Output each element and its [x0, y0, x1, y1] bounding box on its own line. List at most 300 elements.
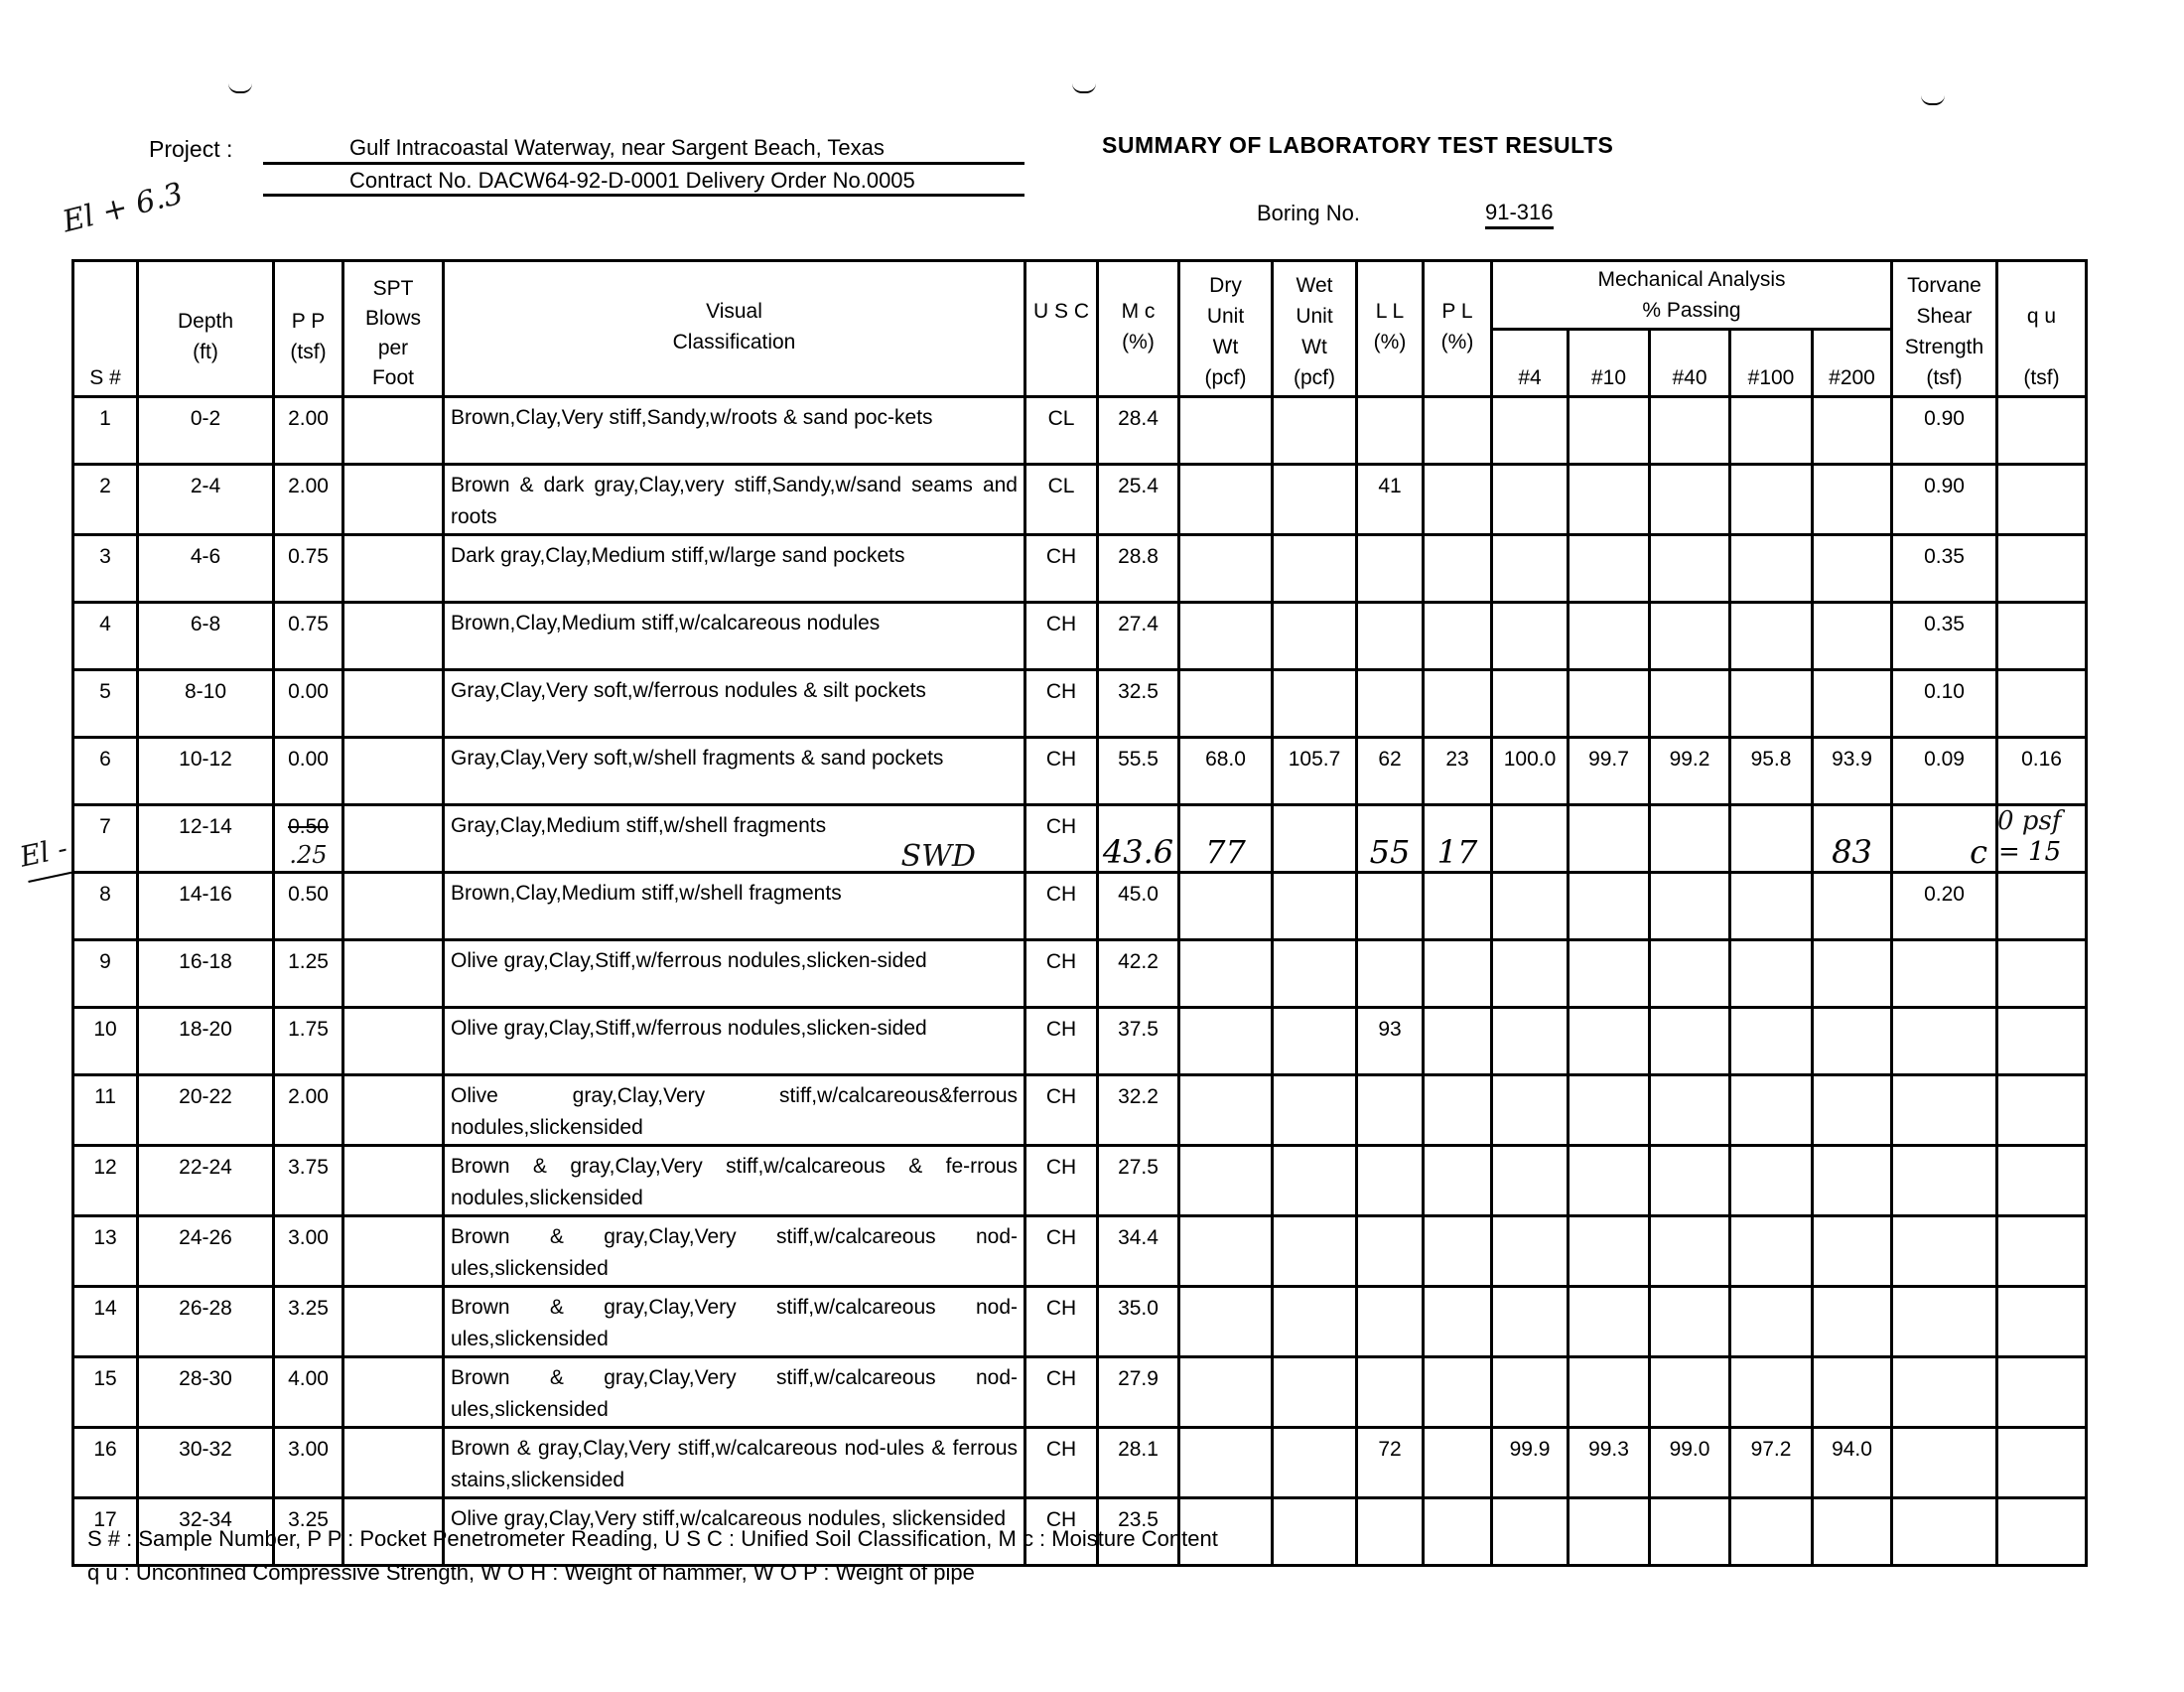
- moisture-content-cell: 27.4: [1098, 603, 1179, 670]
- passing-10-cell: [1569, 940, 1650, 1008]
- sample-number-cell: 13: [73, 1216, 138, 1287]
- classification-text: Brown,Clay,Medium stiff,w/calcareous nodules: [451, 612, 881, 634]
- liquid-limit-cell: 93: [1357, 1008, 1424, 1075]
- dry-unit-weight-cell: [1179, 535, 1273, 603]
- header-usc: U S C: [1025, 261, 1098, 397]
- spt-blows-cell: [343, 873, 444, 940]
- header-pl: P L (%): [1424, 261, 1492, 397]
- moisture-content-cell: 42.2: [1098, 940, 1179, 1008]
- pocket-penetrometer-cell: 3.75: [274, 1146, 343, 1216]
- table-row: [73, 738, 2087, 805]
- header-sample: S #: [73, 261, 138, 397]
- moisture-content-cell: 23.5: [1098, 1498, 1179, 1566]
- liquid-limit-cell: 41: [1357, 465, 1424, 535]
- passing-40-cell: 99.0: [1650, 1428, 1730, 1498]
- passing-200-cell: [1813, 397, 1892, 465]
- dry-unit-weight-cell: [1179, 873, 1273, 940]
- passing-100-cell: [1730, 1008, 1813, 1075]
- torvane-shear-cell: 0.10: [1892, 670, 1997, 738]
- unconfined-compressive-cell: [1997, 1287, 2087, 1357]
- passing-100-cell: [1730, 465, 1813, 535]
- wet-unit-weight-cell: [1273, 465, 1357, 535]
- pocket-penetrometer-cell: 0.50: [274, 873, 343, 940]
- passing-4-cell: [1492, 465, 1569, 535]
- header-wet-unit-wt: Wet Unit Wt (pcf): [1273, 261, 1357, 397]
- plastic-limit-cell: [1424, 1146, 1492, 1216]
- passing-100-cell: [1730, 1216, 1813, 1287]
- wet-unit-weight-cell: 105.7: [1273, 738, 1357, 805]
- spt-blows-cell: [343, 1075, 444, 1146]
- visual-classification-cell: [444, 1075, 1025, 1146]
- boring-number: 91-316: [1485, 200, 1554, 229]
- sample-number-cell: 1: [73, 397, 138, 465]
- usc-cell: CH: [1025, 1146, 1098, 1216]
- depth-cell: 20-22: [138, 1075, 274, 1146]
- passing-40-cell: [1650, 535, 1730, 603]
- plastic-limit-cell: [1424, 873, 1492, 940]
- plastic-limit-cell: [1424, 603, 1492, 670]
- unconfined-compressive-cell: [1997, 940, 2087, 1008]
- classification-text: Brown,Clay,Medium stiff,w/shell fragments: [451, 882, 842, 905]
- dry-unit-weight-cell: [1179, 1216, 1273, 1287]
- torvane-shear-cell: 0.90: [1892, 465, 1997, 535]
- passing-100-cell: 95.8: [1730, 738, 1813, 805]
- liquid-limit-cell: [1357, 1075, 1424, 1146]
- contract-underline: [263, 194, 1024, 197]
- margin-note-stroke: [28, 871, 74, 883]
- depth-cell: 28-30: [138, 1357, 274, 1428]
- dry-unit-weight-cell: [1179, 603, 1273, 670]
- wet-unit-weight-cell: [1273, 1287, 1357, 1357]
- classification-text: Brown & gray,Clay,Very stiff,w/calcareous nod-ules,slickensided: [451, 1366, 1018, 1421]
- sample-number-cell: 5: [73, 670, 138, 738]
- moisture-content-cell: 27.5: [1098, 1146, 1179, 1216]
- plastic-limit-cell: [1424, 670, 1492, 738]
- torvane-shear-cell: [1892, 1146, 1997, 1216]
- dry-unit-weight-cell: [1179, 670, 1273, 738]
- torvane-shear-cell: 0.35: [1892, 535, 1997, 603]
- passing-200-cell: 93.9: [1813, 738, 1892, 805]
- header-torvane: Torvane Shear Strength (tsf): [1892, 261, 1997, 397]
- torvane-shear-cell: [1892, 1287, 1997, 1357]
- liquid-limit-cell: [1357, 535, 1424, 603]
- pocket-penetrometer-cell: 2.00: [274, 465, 343, 535]
- visual-classification-cell: [444, 1216, 1025, 1287]
- usc-cell: CH: [1025, 805, 1098, 873]
- usc-cell: CH: [1025, 738, 1098, 805]
- passing-10-cell: [1569, 1357, 1650, 1428]
- pocket-penetrometer-cell: 3.00: [274, 1428, 343, 1498]
- passing-4-cell: 99.9: [1492, 1428, 1569, 1498]
- project-underline: [263, 162, 1024, 165]
- pocket-penetrometer-cell: 3.00: [274, 1216, 343, 1287]
- passing-40-cell: [1650, 1216, 1730, 1287]
- classification-text: Gray,Clay,Medium stiff,w/shell fragments: [451, 814, 827, 837]
- classification-text: Brown,Clay,Very stiff,Sandy,w/roots & sand poc-kets: [451, 406, 933, 429]
- passing-40-cell: [1650, 465, 1730, 535]
- plastic-limit-cell: [1424, 1498, 1492, 1566]
- unconfined-compressive-cell: [1997, 603, 2087, 670]
- depth-cell: 18-20: [138, 1008, 274, 1075]
- passing-10-cell: [1569, 603, 1650, 670]
- passing-200-cell: [1813, 1008, 1892, 1075]
- depth-cell: 14-16: [138, 873, 274, 940]
- plastic-limit-cell: [1424, 940, 1492, 1008]
- sample-number-cell: 7: [73, 805, 138, 873]
- passing-100-cell: [1730, 397, 1813, 465]
- header-sieve-200: #200: [1813, 330, 1892, 397]
- pocket-penetrometer-cell: 0.00: [274, 738, 343, 805]
- pocket-penetrometer-cell: 3.25: [274, 1498, 343, 1566]
- sample-number-cell: 14: [73, 1287, 138, 1357]
- passing-200-cell: [1813, 940, 1892, 1008]
- depth-cell: 24-26: [138, 1216, 274, 1287]
- passing-200-cell: [1813, 1075, 1892, 1146]
- legend-line-1: S # : Sample Number, P P : Pocket Penetrometer Reading, U S C : Unified Soil Classification, M c : Moisture Content: [87, 1526, 1218, 1551]
- sample-number-cell: 3: [73, 535, 138, 603]
- visual-classification-cell: [444, 873, 1025, 940]
- usc-cell: CH: [1025, 670, 1098, 738]
- depth-cell: 6-8: [138, 603, 274, 670]
- project-label: Project :: [149, 136, 233, 162]
- visual-classification-cell: [444, 940, 1025, 1008]
- depth-cell: 22-24: [138, 1146, 274, 1216]
- visual-classification-cell: [444, 805, 1025, 873]
- liquid-limit-cell: 62: [1357, 738, 1424, 805]
- moisture-content-cell: 55.5: [1098, 738, 1179, 805]
- torvane-shear-cell: [1892, 1216, 1997, 1287]
- liquid-limit-cell: [1357, 873, 1424, 940]
- depth-cell: 26-28: [138, 1287, 274, 1357]
- torvane-shear-cell: [1892, 1428, 1997, 1498]
- unconfined-compressive-cell: [1997, 1146, 2087, 1216]
- classification-text: Brown & gray,Clay,Very stiff,w/calcareous & fe-rrous nodules,slickensided: [451, 1155, 1018, 1209]
- header-sieve-4: #4: [1492, 330, 1569, 397]
- margin-note-elevation: El + 6.3: [59, 176, 187, 240]
- pocket-penetrometer-cell: 4.00: [274, 1357, 343, 1428]
- plastic-limit-cell: [1424, 1008, 1492, 1075]
- table-row: [73, 1146, 2087, 1216]
- moisture-content-cell: 45.0: [1098, 873, 1179, 940]
- liquid-limit-cell: 72: [1357, 1428, 1424, 1498]
- torvane-shear-cell: [1892, 940, 1997, 1008]
- header-sieve-40: #40: [1650, 330, 1730, 397]
- spt-blows-cell: [343, 1146, 444, 1216]
- spt-blows-cell: [343, 1008, 444, 1075]
- wet-unit-weight-cell: [1273, 1357, 1357, 1428]
- passing-10-cell: [1569, 465, 1650, 535]
- sample-number-cell: 17: [73, 1498, 138, 1566]
- punch-mark-left: [228, 83, 252, 93]
- usc-cell: CL: [1025, 465, 1098, 535]
- classification-text: Brown & gray,Clay,Very stiff,w/calcareous nod-ules,slickensided: [451, 1296, 1018, 1350]
- liquid-limit-cell: [1357, 940, 1424, 1008]
- table-row: [73, 940, 2087, 1008]
- spt-blows-cell: [343, 940, 444, 1008]
- usc-cell: CH: [1025, 1075, 1098, 1146]
- table-row: [73, 1287, 2087, 1357]
- passing-4-cell: [1492, 603, 1569, 670]
- passing-4-cell: 100.0: [1492, 738, 1569, 805]
- spt-blows-cell: [343, 465, 444, 535]
- torvane-shear-cell: 0.35: [1892, 603, 1997, 670]
- moisture-content-cell: 43.6: [1098, 805, 1179, 873]
- header-ll: L L (%): [1357, 261, 1424, 397]
- pocket-penetrometer-cell: 2.00: [274, 1075, 343, 1146]
- header-sieve-10: #10: [1569, 330, 1650, 397]
- torvane-shear-cell: [1892, 1075, 1997, 1146]
- usc-cell: CH: [1025, 940, 1098, 1008]
- passing-4-cell: [1492, 1008, 1569, 1075]
- visual-classification-cell: [444, 738, 1025, 805]
- classification-text: Dark gray,Clay,Medium stiff,w/large sand pockets: [451, 544, 905, 567]
- wet-unit-weight-cell: [1273, 535, 1357, 603]
- classification-text: Brown & gray,Clay,Very stiff,w/calcareous nod-ules,slickensided: [451, 1225, 1018, 1280]
- table-row: [73, 397, 2087, 465]
- table-row: [73, 1075, 2087, 1146]
- unconfined-compressive-cell: 0.16: [1997, 738, 2087, 805]
- passing-10-cell: [1569, 1287, 1650, 1357]
- spt-blows-cell: [343, 1216, 444, 1287]
- passing-4-cell: [1492, 535, 1569, 603]
- classification-text: Gray,Clay,Very soft,w/ferrous nodules & silt pockets: [451, 679, 926, 702]
- passing-100-cell: [1730, 1146, 1813, 1216]
- header-sieve-100: #100: [1730, 330, 1813, 397]
- passing-10-cell: [1569, 1216, 1650, 1287]
- table-row: [73, 805, 2087, 873]
- depth-cell: 16-18: [138, 940, 274, 1008]
- header-spt: SPT Blows per Foot: [343, 261, 444, 397]
- sample-number-cell: 2: [73, 465, 138, 535]
- sample-number-cell: 12: [73, 1146, 138, 1216]
- liquid-limit-cell: [1357, 1498, 1424, 1566]
- wet-unit-weight-cell: [1273, 397, 1357, 465]
- punch-mark-center: [1072, 83, 1096, 93]
- plastic-limit-cell: [1424, 1287, 1492, 1357]
- table-row: [73, 1216, 2087, 1287]
- moisture-content-cell: 32.5: [1098, 670, 1179, 738]
- passing-200-cell: 83: [1813, 805, 1892, 873]
- passing-200-cell: 94.0: [1813, 1428, 1892, 1498]
- passing-40-cell: 99.2: [1650, 738, 1730, 805]
- passing-4-cell: [1492, 1357, 1569, 1428]
- wet-unit-weight-cell: [1273, 1146, 1357, 1216]
- visual-classification-cell: [444, 1287, 1025, 1357]
- visual-classification-cell: [444, 1146, 1025, 1216]
- visual-classification-cell: [444, 397, 1025, 465]
- visual-classification-cell: [444, 535, 1025, 603]
- table-row: [73, 873, 2087, 940]
- passing-10-cell: [1569, 873, 1650, 940]
- classification-text: Olive gray,Clay,Stiff,w/ferrous nodules,slicken-sided: [451, 1017, 927, 1040]
- plastic-limit-cell: [1424, 1075, 1492, 1146]
- wet-unit-weight-cell: [1273, 603, 1357, 670]
- usc-cell: CH: [1025, 535, 1098, 603]
- passing-100-cell: [1730, 1357, 1813, 1428]
- handwritten-psf-note: 0 psf: [1997, 806, 2062, 836]
- moisture-content-cell: 35.0: [1098, 1287, 1179, 1357]
- table-row: [73, 1357, 2087, 1428]
- passing-100-cell: [1730, 603, 1813, 670]
- dry-unit-weight-cell: [1179, 397, 1273, 465]
- unconfined-compressive-cell: = 15: [1997, 805, 2087, 873]
- passing-200-cell: [1813, 670, 1892, 738]
- passing-4-cell: [1492, 1287, 1569, 1357]
- wet-unit-weight-cell: [1273, 1008, 1357, 1075]
- punch-mark-right: [1921, 95, 1945, 105]
- passing-200-cell: [1813, 1216, 1892, 1287]
- passing-200-cell: [1813, 1498, 1892, 1566]
- visual-classification-cell: [444, 670, 1025, 738]
- sample-number-cell: 10: [73, 1008, 138, 1075]
- depth-cell: 32-34: [138, 1498, 274, 1566]
- header-pp: P P (tsf): [274, 261, 343, 397]
- spt-blows-cell: [343, 1287, 444, 1357]
- header-depth: Depth (ft): [138, 261, 274, 397]
- passing-4-cell: [1492, 670, 1569, 738]
- unconfined-compressive-cell: [1997, 1357, 2087, 1428]
- passing-40-cell: [1650, 1287, 1730, 1357]
- sample-number-cell: 6: [73, 738, 138, 805]
- sample-number-cell: 15: [73, 1357, 138, 1428]
- passing-200-cell: [1813, 1287, 1892, 1357]
- unconfined-compressive-cell: [1997, 1075, 2087, 1146]
- visual-classification-cell: [444, 1008, 1025, 1075]
- moisture-content-cell: 25.4: [1098, 465, 1179, 535]
- plastic-limit-cell: [1424, 1428, 1492, 1498]
- sample-number-cell: 9: [73, 940, 138, 1008]
- spt-blows-cell: [343, 535, 444, 603]
- wet-unit-weight-cell: [1273, 940, 1357, 1008]
- passing-10-cell: [1569, 670, 1650, 738]
- dry-unit-weight-cell: [1179, 1075, 1273, 1146]
- passing-4-cell: [1492, 940, 1569, 1008]
- usc-cell: CH: [1025, 1498, 1098, 1566]
- passing-40-cell: [1650, 805, 1730, 873]
- header-mechanical-analysis: Mechanical Analysis % Passing: [1492, 261, 1892, 330]
- liquid-limit-cell: [1357, 1146, 1424, 1216]
- torvane-shear-cell: c: [1892, 805, 1997, 873]
- torvane-shear-cell: 0.90: [1892, 397, 1997, 465]
- visual-classification-cell: [444, 465, 1025, 535]
- wet-unit-weight-cell: [1273, 1075, 1357, 1146]
- classification-text: Gray,Clay,Very soft,w/shell fragments & sand pockets: [451, 747, 944, 770]
- pp-handwritten-value: .25: [289, 841, 328, 869]
- torvane-shear-cell: [1892, 1008, 1997, 1075]
- spt-blows-cell: [343, 1428, 444, 1498]
- moisture-content-cell: 27.9: [1098, 1357, 1179, 1428]
- plastic-limit-cell: [1424, 535, 1492, 603]
- pocket-penetrometer-cell: 0.75: [274, 603, 343, 670]
- passing-4-cell: [1492, 1146, 1569, 1216]
- spt-blows-cell: [343, 738, 444, 805]
- unconfined-compressive-cell: [1997, 670, 2087, 738]
- passing-10-cell: [1569, 1146, 1650, 1216]
- passing-40-cell: [1650, 940, 1730, 1008]
- sample-number-cell: 4: [73, 603, 138, 670]
- passing-200-cell: [1813, 465, 1892, 535]
- passing-40-cell: [1650, 397, 1730, 465]
- classification-text: Olive gray,Clay,Very stiff,w/calcareous nodules, slickensided: [451, 1507, 1007, 1530]
- usc-cell: CH: [1025, 1428, 1098, 1498]
- passing-10-cell: [1569, 535, 1650, 603]
- usc-cell: CH: [1025, 873, 1098, 940]
- dry-unit-weight-cell: [1179, 1287, 1273, 1357]
- pocket-penetrometer-cell: 1.75: [274, 1008, 343, 1075]
- table-row: [73, 1428, 2087, 1498]
- spt-blows-cell: [343, 397, 444, 465]
- table-row: [73, 670, 2087, 738]
- header-dry-unit-wt: Dry Unit Wt (pcf): [1179, 261, 1273, 397]
- passing-4-cell: [1492, 1498, 1569, 1566]
- pocket-penetrometer-cell: 0.75: [274, 535, 343, 603]
- torvane-shear-cell: [1892, 1357, 1997, 1428]
- usc-cell: CH: [1025, 1287, 1098, 1357]
- passing-40-cell: [1650, 1146, 1730, 1216]
- passing-4-cell: [1492, 1075, 1569, 1146]
- classification-text: Olive gray,Clay,Stiff,w/ferrous nodules,slicken-sided: [451, 949, 927, 972]
- passing-200-cell: [1813, 535, 1892, 603]
- depth-cell: 30-32: [138, 1428, 274, 1498]
- depth-cell: 10-12: [138, 738, 274, 805]
- torvane-shear-cell: [1892, 1498, 1997, 1566]
- unconfined-compressive-cell: [1997, 1498, 2087, 1566]
- torvane-shear-cell: 0.20: [1892, 873, 1997, 940]
- pocket-penetrometer-cell: [274, 805, 343, 873]
- passing-10-cell: [1569, 805, 1650, 873]
- wet-unit-weight-cell: [1273, 805, 1357, 873]
- spt-blows-cell: [343, 603, 444, 670]
- plastic-limit-cell: 17: [1424, 805, 1492, 873]
- pocket-penetrometer-cell: 2.00: [274, 397, 343, 465]
- plastic-limit-cell: [1424, 1357, 1492, 1428]
- table-body: [73, 397, 2087, 1566]
- moisture-content-cell: 32.2: [1098, 1075, 1179, 1146]
- moisture-content-cell: 28.4: [1098, 397, 1179, 465]
- wet-unit-weight-cell: [1273, 873, 1357, 940]
- margin-note-row7: El -: [17, 831, 70, 874]
- wet-unit-weight-cell: [1273, 1216, 1357, 1287]
- liquid-limit-cell: [1357, 397, 1424, 465]
- passing-200-cell: [1813, 873, 1892, 940]
- passing-10-cell: [1569, 1498, 1650, 1566]
- passing-4-cell: [1492, 1216, 1569, 1287]
- passing-40-cell: [1650, 603, 1730, 670]
- usc-cell: CH: [1025, 1216, 1098, 1287]
- unconfined-compressive-cell: [1997, 1008, 2087, 1075]
- depth-cell: 8-10: [138, 670, 274, 738]
- passing-40-cell: [1650, 670, 1730, 738]
- passing-200-cell: [1813, 1357, 1892, 1428]
- header-mc: M c (%): [1098, 261, 1179, 397]
- passing-40-cell: [1650, 1498, 1730, 1566]
- plastic-limit-cell: [1424, 1216, 1492, 1287]
- unconfined-compressive-cell: [1997, 873, 2087, 940]
- moisture-content-cell: 28.1: [1098, 1428, 1179, 1498]
- table-row: [73, 603, 2087, 670]
- liquid-limit-cell: [1357, 1287, 1424, 1357]
- dry-unit-weight-cell: [1179, 1428, 1273, 1498]
- passing-10-cell: 99.7: [1569, 738, 1650, 805]
- passing-100-cell: [1730, 535, 1813, 603]
- depth-cell: 0-2: [138, 397, 274, 465]
- passing-200-cell: [1813, 603, 1892, 670]
- wet-unit-weight-cell: [1273, 1428, 1357, 1498]
- passing-4-cell: [1492, 805, 1569, 873]
- visual-classification-cell: [444, 1428, 1025, 1498]
- contract-number: Contract No. DACW64-92-D-0001 Delivery Order No.0005: [349, 168, 915, 193]
- passing-4-cell: [1492, 873, 1569, 940]
